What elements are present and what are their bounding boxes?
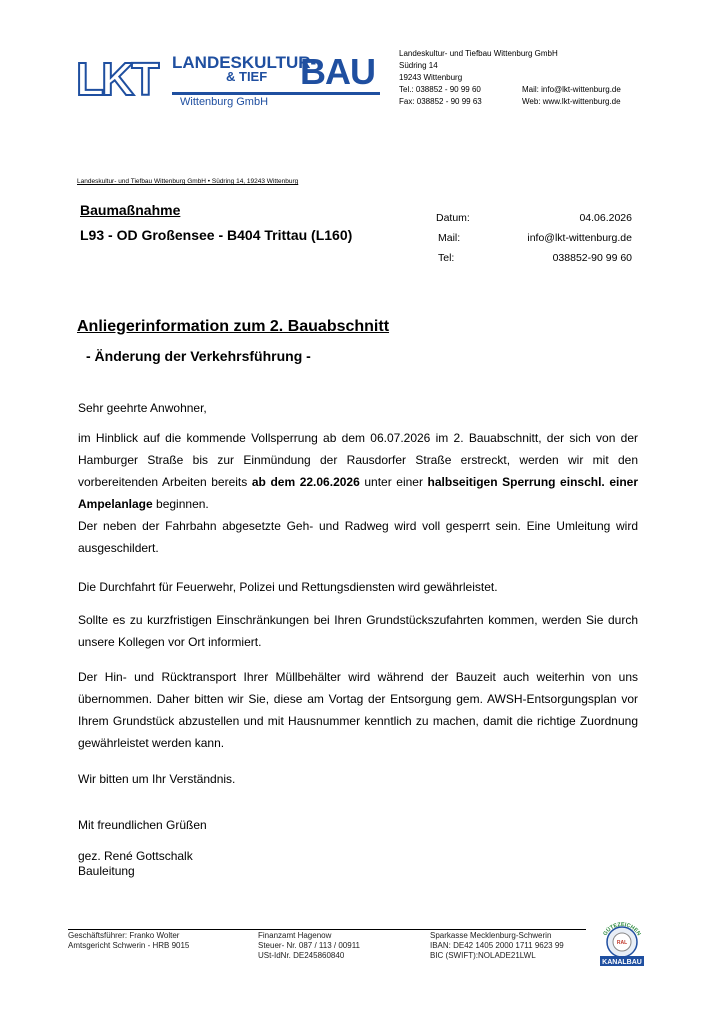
footer-divider: [68, 929, 586, 930]
closing: Mit freundlichen Grüßen: [78, 818, 207, 832]
seal-top-text: GÜTEZEICHEN: [602, 921, 642, 937]
seal-center: RAL: [616, 940, 628, 946]
quality-seal-icon: [596, 918, 648, 970]
seal-bottom-text: KANALBAU: [602, 959, 642, 966]
footer-col-1: [68, 931, 189, 951]
company-tel: Tel.: 038852 - 90 99 60: [399, 85, 481, 94]
logo-line2: & TIEF: [226, 69, 268, 84]
company-logo: [76, 52, 380, 110]
paragraph-6: [78, 768, 638, 790]
project-name: L93 - OD Großensee - B404 Trittau (L160): [80, 227, 353, 243]
tel-label: Tel:: [438, 252, 455, 264]
p1-closure-bold: halbseitigen Sperrung einschl. einer Ampelanlage: [78, 475, 639, 511]
p1-date-bold: ab dem 22.06.2026: [251, 475, 360, 489]
company-street: Südring 14: [399, 61, 438, 70]
paragraph-2: Der neben der Fahrbahn abgesetzte Geh- und Radweg wird voll gesperrt sein. Eine Umleitung wird ausgeschildert.: [78, 519, 638, 555]
logo-subtitle: Wittenburg GmbH: [180, 96, 269, 108]
paragraph-4-text: Sollte es zu kurzfristigen Einschränkungen bei Ihren Grundstückszufahrten kommen, werden Sie durch unsere Kollegen vor Ort informiert.: [78, 613, 638, 649]
sender-line: Landeskultur- und Tiefbau Wittenburg GmbH • Südring 14, 19243 Wittenburg: [77, 178, 299, 185]
project-label: Baumaßnahme: [80, 202, 181, 218]
signer-name: gez. René Gottschalk: [78, 849, 193, 863]
salutation: [78, 397, 638, 419]
signer-role: Bauleitung: [78, 864, 135, 878]
footer-col-2: [258, 931, 360, 961]
footer-bic: BIC (SWIFT):NOLADE21LWL: [430, 951, 536, 960]
footer-vat-id: USt-IdNr. DE245860840: [258, 951, 345, 960]
letter-title: Anliegerinformation zum 2. Bauabschnitt: [77, 318, 390, 335]
paragraph-3-text: Die Durchfahrt für Feuerwehr, Polizei und Rettungsdiensten wird gewährleistet.: [78, 580, 498, 594]
paragraph-1: [78, 427, 638, 559]
date-label: Datum:: [436, 212, 470, 224]
footer-tax-number: Steuer- Nr. 087 / 113 / 00911: [258, 941, 360, 950]
paragraph-5: [78, 666, 638, 754]
logo-line1: LANDESKULTUR-: [172, 53, 317, 72]
p1-text-e: beginnen.: [152, 497, 209, 511]
letter-subtitle: - Änderung der Verkehrsführung -: [86, 348, 311, 364]
logo-mark: LKT: [76, 53, 157, 105]
p1-text-c: unter einer: [359, 475, 428, 489]
paragraph-4: [78, 609, 638, 653]
tel-value: 038852-90 99 60: [552, 252, 632, 264]
mail-label: Mail:: [438, 232, 461, 244]
date-value: 04.06.2026: [579, 212, 632, 224]
company-city: 19243 Wittenburg: [399, 73, 463, 82]
p1-text-a: im Hinblick auf die kommende Vollsperrung ab dem 06.07.2026 im 2. Bauabschnitt, der sich von der Hamburger Straße bis zur Einmündung der Rausdorfer Straße erstreckt, werden wir mit den vorbereitenden Arbeiten bereits: [78, 431, 638, 489]
company-name: Landeskultur- und Tiefbau Wittenburg GmbH: [399, 49, 558, 58]
salutation-text: Sehr geehrte Anwohner,: [78, 401, 207, 415]
paragraph-3: [78, 576, 638, 598]
footer-tax-office: Finanzamt Hagenow: [258, 931, 332, 940]
mail-value: info@lkt-wittenburg.de: [527, 232, 632, 244]
company-web: Web: www.lkt-wittenburg.de: [522, 97, 621, 106]
company-fax: Fax: 038852 - 90 99 63: [399, 97, 482, 106]
logo-bau: BAU: [300, 51, 375, 92]
footer-iban: IBAN: DE42 1405 2000 1711 9623 99: [430, 941, 564, 950]
company-mail: Mail: info@lkt-wittenburg.de: [522, 85, 621, 94]
footer-ceo: Geschäftsführer: Franko Wolter: [68, 931, 180, 940]
footer-bank: Sparkasse Mecklenburg-Schwerin: [430, 931, 552, 940]
footer-col-3: [430, 931, 564, 961]
paragraph-6-text: Wir bitten um Ihr Verständnis.: [78, 772, 236, 786]
paragraph-5-text: Der Hin- und Rücktransport Ihrer Müllbehälter wird während der Bauzeit auch weiterhin von uns übernommen. Daher bitten wir Sie, diese am Vortag der Entsorgung gem. AWSH-Entsorgungsplan vor Ihrem Grundstück abzustellen und mit Hausnummer kenntlich zu machen, damit die richtige Zuordnung gewährleistet werden kann.: [78, 670, 638, 750]
footer-court: Amtsgericht Schwerin - HRB 9015: [68, 941, 190, 950]
